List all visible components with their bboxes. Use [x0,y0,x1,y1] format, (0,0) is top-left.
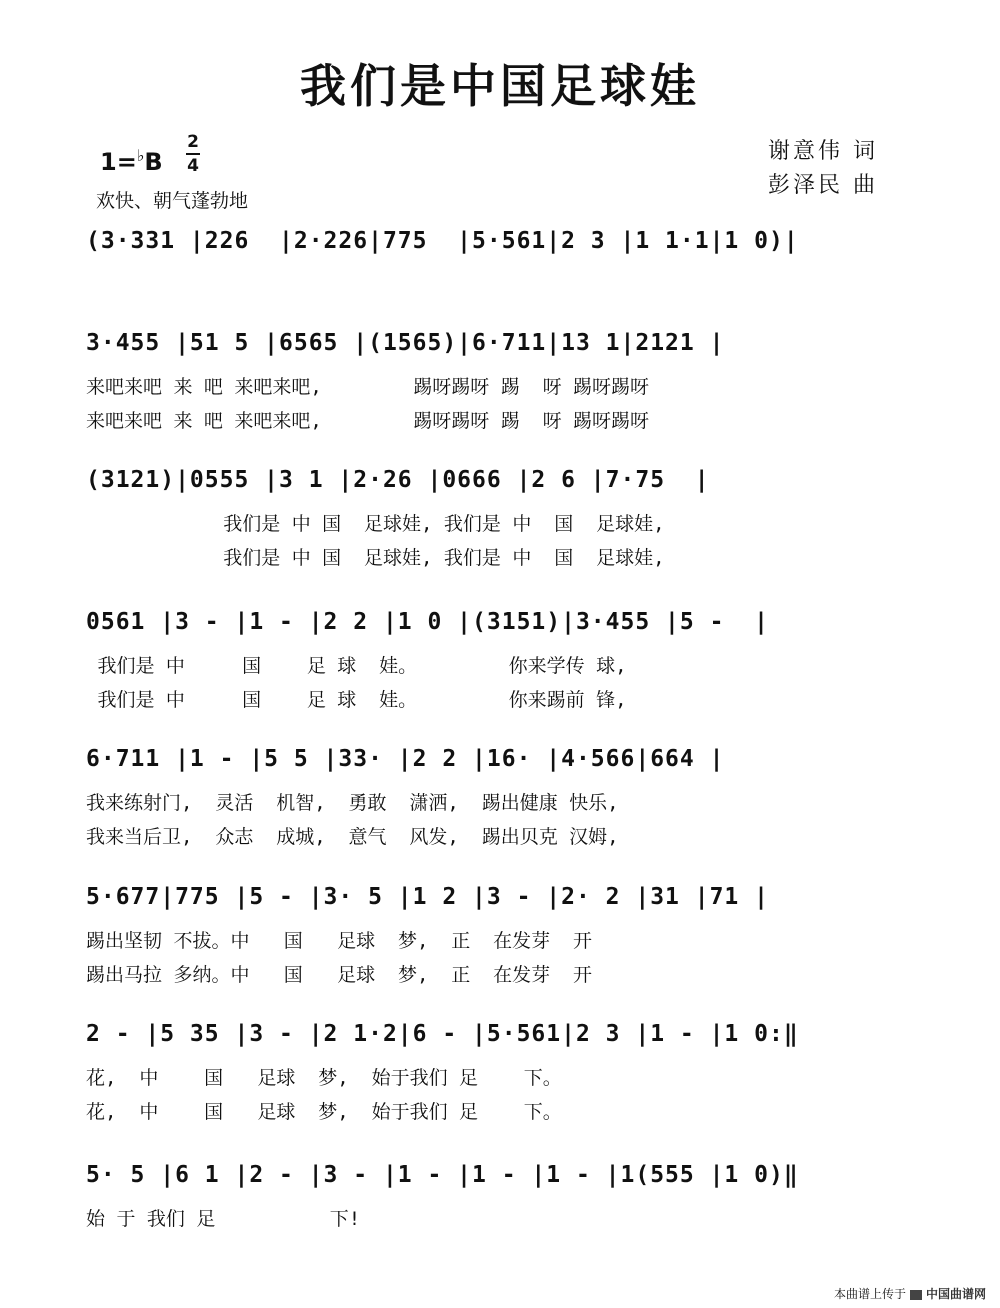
lyric-verse-2: 来吧来吧 来 吧 来吧来吧, 踢呀踢呀 踢 呀 踢呀踢呀 [86,410,650,432]
lyric-verse-2: 花, 中 国 足球 梦, 始于我们 足 下。 [86,1101,562,1123]
notation-line: 5· 5 |6 1 |2 - |3 - |1 - |1 - |1 - |1(555 |1 0)‖ [86,1162,799,1188]
notation-line: (3·331 |226 |2·226|775 |5·561|2 3 |1 1·1|1 0)| [86,228,799,254]
flat-sign: ♭ [136,146,145,165]
lyric-verse-1: 始 于 我们 足 下! [86,1208,361,1230]
notation-line: 5·677|775 |5 - |3· 5 |1 2 |3 - |2· 2 |31 |71 | [86,884,769,910]
lyric-verse-1: 踢出坚韧 不拔。中 国 足球 梦, 正 在发芽 开 [86,930,593,952]
notation-line: 6·711 |1 - |5 5 |33· |2 2 |16· |4·566|664 | [86,746,725,772]
notation-line: 3·455 |51 5 |6565 |(1565)|6·711|13 1|2121 | [86,330,725,356]
site-logo-icon [910,1290,922,1300]
lyric-verse-2: 踢出马拉 多纳。中 国 足球 梦, 正 在发芽 开 [86,964,593,986]
tempo-marking: 欢快、朝气蓬勃地 [96,190,249,212]
key-signature [100,146,163,176]
footer-text: 本曲谱上传于 [833,1287,906,1301]
lyric-verse-2: 我们是 中 国 足 球 娃。 你来踢前 锋, [86,689,627,711]
lyric-verse-2: 我来当后卫, 众志 成城, 意气 风发, 踢出贝克 汉姆, [86,826,619,848]
lyric-verse-1: 我们是 中 国 足球娃, 我们是 中 国 足球娃, [86,513,665,535]
song-title: 我们是中国足球娃 [300,59,700,113]
time-signature [186,132,200,176]
footer-site-name: 中国曲谱网 [925,1287,986,1301]
time-top: 2 [187,132,199,152]
notation-line: (3121)|0555 |3 1 |2·26 |0666 |2 6 |7·75 | [86,467,710,493]
footer-watermark [834,1285,986,1302]
lyric-verse-1: 来吧来吧 来 吧 来吧来吧, 踢呀踢呀 踢 呀 踢呀踢呀 [86,376,650,398]
key-prefix: 1= [100,148,137,176]
time-bottom: 4 [187,156,199,176]
lyricist-credit: 谢意伟 词 [768,139,878,164]
lyric-verse-2: 我们是 中 国 足球娃, 我们是 中 国 足球娃, [86,547,665,569]
notation-line: 2 - |5 35 |3 - |2 1·2|6 - |5·561|2 3 |1 - |1 0:‖ [86,1021,799,1047]
lyric-verse-1: 我来练射门, 灵活 机智, 勇敢 潇洒, 踢出健康 快乐, [86,792,619,814]
lyric-verse-1: 我们是 中 国 足 球 娃。 你来学传 球, [86,655,627,677]
lyric-verse-1: 花, 中 国 足球 梦, 始于我们 足 下。 [86,1067,562,1089]
notation-line: 0561 |3 - |1 - |2 2 |1 0 |(3151)|3·455 |5 - | [86,609,769,635]
composer-credit: 彭泽民 曲 [768,173,878,198]
time-divider [186,153,200,155]
key-note: B [144,148,163,176]
